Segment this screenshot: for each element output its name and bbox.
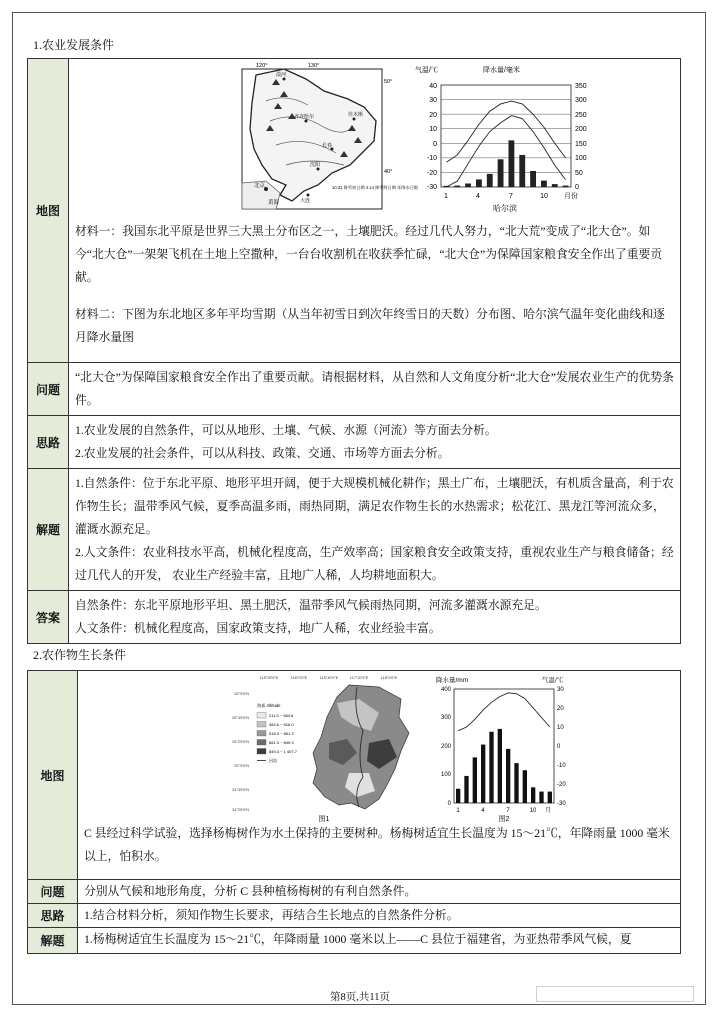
latitude-40: 40° — [383, 169, 393, 175]
label-question-2: 问题 — [28, 880, 78, 904]
chart1-right-tick: 100 — [574, 155, 587, 162]
label-answer: 答案 — [28, 591, 69, 644]
footer-box — [536, 986, 694, 1002]
solution-cell — [68, 469, 680, 591]
chart1-left-axis-label: 气温/℃ — [414, 67, 438, 74]
chart2-precip-bar — [498, 729, 502, 803]
harbin-climate-chart — [413, 61, 613, 217]
place-dalian: 大连 — [299, 198, 310, 204]
label-approach: 思路 — [28, 416, 69, 469]
chart2-right-tick: -20 — [556, 782, 566, 788]
chart1-precip-bar — [508, 140, 514, 187]
approach-cell-2: 1.结合材料分析，须知作物生长要求，再结合生长地点的自然条件分析。 — [77, 904, 680, 928]
chart2-right-tick: 10 — [556, 725, 564, 731]
answer-line: 自然条件：东北平原地形平坦、黑土肥沃，温带季风气候雨热同期，河流多灌溉水源充足。 — [74, 598, 547, 612]
chart2-precip-bar — [481, 745, 485, 803]
place-shenyang: 沈阳 — [309, 162, 320, 168]
section-2-table — [27, 670, 681, 954]
place-jiamusi: 佳木斯 — [347, 112, 363, 118]
chart1-right-tick: 250 — [574, 112, 587, 119]
chart1-left-tick: -30 — [426, 184, 437, 191]
answer-line: 人文条件：机械化程度高，国家政策支持，地广人稀，农业经验丰富。 — [74, 621, 441, 635]
chart1-precip-bar — [530, 171, 536, 187]
material-1: 材料一：我国东北平原是世界三大黑土分布区之一，土壤肥沃。经过几代人努力，“北大荒”变成了“北大仓”。如今“北大仓”一架架飞机在土地上空撒种，一台台收割机在收获季忙碌，“北大仓”为保障国家粮食安全作出了重要贡献。 — [74, 224, 663, 284]
lat-tick: 24°40′0″N — [232, 788, 249, 792]
section-2-title: 2.农作物生长条件 — [33, 648, 127, 662]
legend-swatch — [257, 722, 266, 728]
legend-label: 516.0 ~ 661.3 — [268, 731, 294, 736]
lon-tick: 118°0′0″E — [380, 676, 398, 680]
chart1-left-tick: 30 — [429, 97, 437, 104]
longitude-120: 120° — [255, 63, 268, 69]
solution-cell-2: 1.杨梅树适宜生长温度为 15～21℃，年降雨量 1000 毫米以上——C 县位于福建省，为亚热带季风气候，夏 — [77, 928, 680, 954]
lat-tick: 25°20′0″N — [232, 740, 249, 744]
page-number: 第8页,共11页 — [330, 992, 390, 1003]
chart1-precip-bar — [498, 159, 504, 187]
material-2: 材料二：下图为东北地区多年平均雪期（从当年初雪日到次年终雪日的天数）分布图、哈尔滨气温年变化曲线和逐月降水量图 — [74, 307, 665, 344]
chart1-right-tick: 300 — [574, 97, 587, 104]
map-cell-2 — [77, 671, 680, 880]
place-mohe: 漠河 — [275, 72, 286, 78]
county-terrain-map — [229, 673, 429, 823]
chart1-precip-bar — [519, 155, 525, 187]
lon-tick: 115°20′0″E — [259, 676, 279, 680]
chart2-left-tick: 200 — [440, 744, 451, 750]
lon-tick: 117°20′0″E — [349, 676, 369, 680]
chart1-x-tick: 7 — [508, 193, 513, 200]
chart1-frame — [441, 85, 571, 187]
chart2-left-tick: 300 — [440, 715, 451, 721]
section-1-figures — [75, 62, 674, 218]
legend-title: 海拔 Altitude — [256, 703, 281, 708]
approach-cell — [68, 416, 680, 469]
chart2-left-tick: 400 — [440, 687, 451, 693]
place-changchun: 长春 — [321, 143, 332, 149]
county-climate-chart — [432, 673, 582, 823]
legend-swatch — [257, 731, 266, 737]
latitude-50: 50° — [383, 79, 393, 85]
legend-label: 661.3 ~ 849.3 — [268, 740, 294, 745]
legend-swatch — [257, 740, 266, 746]
chart1-right-tick: 0 — [574, 184, 579, 191]
chart1-precip-bar — [487, 174, 493, 187]
chart1-right-axis-label: 降水量/毫米 — [482, 67, 520, 74]
place-beijing: 北京 — [253, 183, 265, 189]
chart2-right-axis-label: 气温/℃ — [541, 677, 564, 684]
chart2-x-tick: 4 — [481, 808, 485, 814]
chart2-x-unit: 月 — [544, 808, 551, 814]
legend-label: 211.0 ~ 384.6 — [268, 713, 294, 718]
chart2-precip-bar — [539, 792, 543, 803]
chart2-precip-bar — [514, 763, 518, 803]
chart1-left-tick: 20 — [429, 112, 437, 119]
label-solution-2: 解题 — [28, 928, 78, 954]
chart2-left-tick: 100 — [440, 772, 451, 778]
chart2-precip-bar — [473, 757, 477, 803]
lat-tick: 24°20′0″N — [232, 808, 249, 812]
chart1-precip-bar — [465, 184, 471, 187]
lon-tick: 116°0′0″E — [290, 676, 308, 680]
chart1-right-tick: 150 — [574, 141, 587, 148]
label-map-2: 地图 — [28, 671, 78, 880]
chart1-precip-bar — [552, 184, 558, 187]
chart2-precip-bar — [489, 732, 493, 803]
place-qiqihar: 齐齐哈尔 — [293, 114, 314, 120]
chart2-left-tick: 0 — [447, 801, 451, 807]
place-yellow-sea: 黄海 — [267, 200, 279, 206]
chart1-left-tick: 10 — [429, 126, 437, 133]
chart1-precip-bar — [541, 181, 547, 187]
chart2-left-axis-label: 降水量/mm — [435, 677, 469, 684]
question-cell-2: 分别从气候和地形角度，分析 C 县种植杨梅树的有利自然条件。 — [77, 880, 680, 904]
chart1-caption: 哈尔滨 — [492, 204, 517, 213]
map-cell — [68, 59, 680, 363]
chart1-left-tick: 40 — [429, 83, 437, 90]
chart1-precip-bar — [563, 186, 569, 187]
legend-label: 849.3 ~ 1 407.7 — [268, 749, 297, 754]
chart1-left-tick: -10 — [426, 155, 437, 162]
chart2-right-tick: 20 — [556, 706, 564, 712]
lon-tick: 116°40′0″E — [319, 676, 339, 680]
material-c-county: C 县经过科学试验，选择杨梅树作为水土保持的主要树种。杨梅树适宜生长温度为 15～21℃，年降雨量 1000 毫米以上，怕积水。 — [83, 826, 670, 863]
chart2-temp-curve — [458, 693, 550, 731]
lat-tick: 25°40′0″N — [232, 716, 249, 720]
longitude-130: 130° — [307, 63, 320, 69]
section-1-title: 1.农业发展条件 — [33, 38, 115, 52]
chart1-x-unit: 月份 — [563, 193, 578, 200]
solution-paragraph: 2.人文条件：农业科技水平高，机械化程度高，生产效率高；国家粮食安全政策支持，重视农业生产与粮食储备；经过几代人的开发， 农业生产经验丰富，且地广人稀，人均耕地面积大。 — [74, 545, 674, 582]
legend-label: 河流 — [268, 758, 277, 763]
lat-tick: 25°0′0″N — [234, 764, 249, 768]
chart1-precip-bar — [454, 186, 460, 187]
chart1-left-tick: 0 — [433, 141, 437, 148]
label-question: 问题 — [28, 363, 69, 416]
chart2-precip-bar — [464, 776, 468, 803]
figure1-caption: 图1 — [318, 816, 330, 823]
question-cell: “北大仓”为保障国家粮食安全作出了重要贡献。请根据材料，从自然和人文角度分析“北大仓”发展农业生产的优势条件。 — [68, 363, 680, 416]
chart1-right-tick: 50 — [574, 170, 583, 177]
figure2-caption: 图2 — [498, 816, 510, 823]
chart1-min-temp-curve — [446, 116, 565, 187]
chart2-precip-bar — [456, 789, 460, 803]
chart2-precip-bar — [548, 792, 552, 803]
solution-paragraph: 1.自然条件：位于东北平原、地形平坦开阔，便于大规模机械化耕作；黑土广布，土壤肥沃，有机质含量高，利于农作物生长；温带季风气候，夏季高温多雨，雨热同期，满足农作物生长的水热需求；松花江、黑龙江等河流众多，灌溉水源充足。 — [74, 476, 674, 536]
section-2-figures — [84, 674, 674, 822]
approach-line: 2.农业发展的社会条件，可以从科技、政策、交通、市场等方面去分析。 — [74, 446, 450, 460]
legend-swatch — [257, 713, 266, 719]
label-map: 地图 — [28, 59, 69, 363]
section-1-table — [27, 58, 681, 644]
chart2-x-tick: 7 — [506, 808, 510, 814]
chart2-precip-bar — [506, 749, 510, 803]
chart2-x-tick: 10 — [529, 808, 537, 814]
chart1-precip-bar — [476, 179, 482, 187]
chart1-right-tick: 200 — [574, 126, 587, 133]
chart2-right-tick: 0 — [556, 744, 561, 750]
chart2-right-tick: -10 — [556, 763, 566, 769]
label-solution: 解题 — [28, 469, 69, 591]
chart1-x-tick: 10 — [540, 193, 548, 200]
chart1-x-tick: 4 — [475, 193, 480, 200]
label-approach-2: 思路 — [28, 904, 78, 928]
chart1-right-tick: 350 — [574, 83, 587, 90]
chart2-frame — [454, 689, 554, 803]
chart2-precip-bar — [531, 787, 535, 803]
chart1-x-tick: 1 — [443, 193, 448, 200]
answer-cell — [68, 591, 680, 644]
lat-tick: 26°0′0″N — [234, 692, 249, 696]
elevation-legend — [257, 713, 298, 764]
map-legend: 10.31 降雪初日期 4.14 降雪终日期 年降水日数 — [331, 185, 419, 190]
chart2-x-tick: 1 — [456, 808, 460, 814]
approach-line: 1.农业发展的自然条件，可以从地形、土壤、气候、水源（河流）等方面去分析。 — [74, 423, 497, 437]
chart1-left-tick: -20 — [426, 170, 437, 177]
chart2-precip-bar — [523, 770, 527, 803]
legend-swatch — [257, 749, 266, 755]
legend-label: 384.6 ~ 516.0 — [268, 722, 294, 727]
chart2-right-tick: -30 — [556, 801, 566, 807]
chart2-right-tick: 30 — [556, 687, 564, 693]
